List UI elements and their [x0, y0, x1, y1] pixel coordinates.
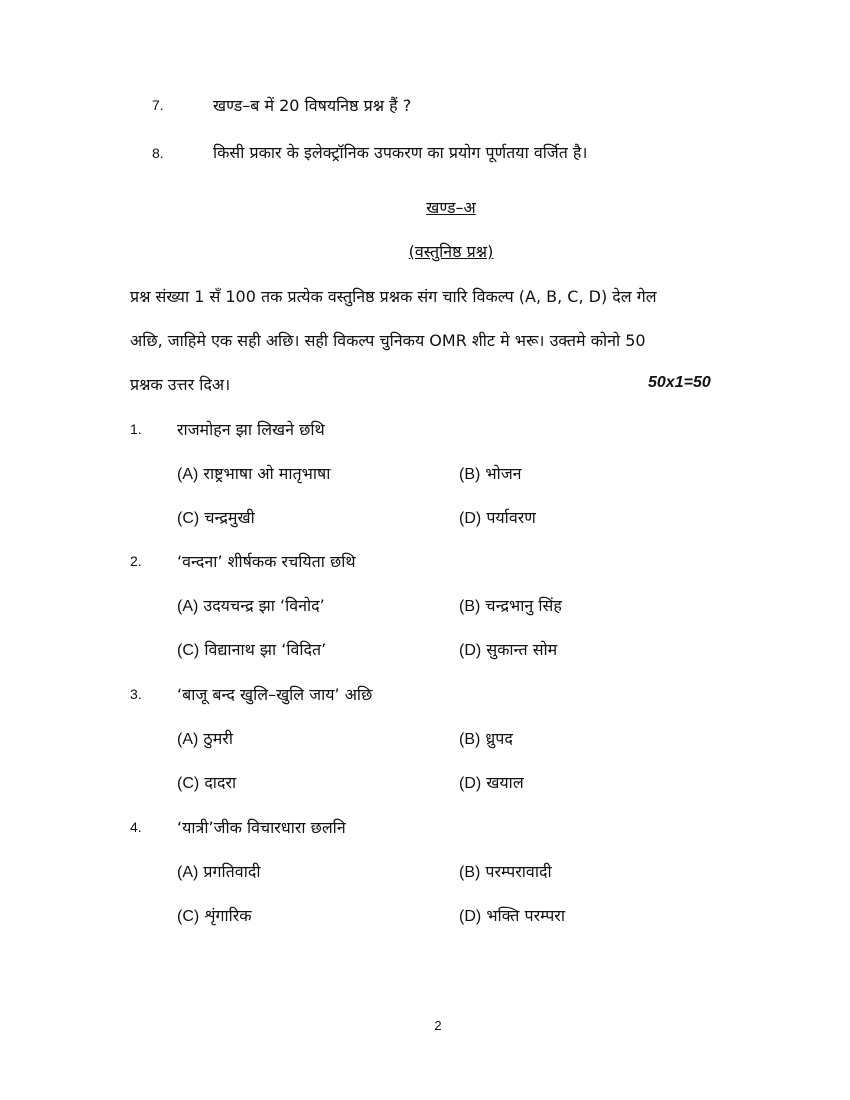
option-d: (D) खयाल [459, 773, 524, 792]
option-a: (A) राष्ट्रभाषा ओ मातृभाषा [177, 464, 331, 483]
question-number: 4. [130, 819, 142, 835]
section-subtitle: (वस्तुनिष्ठ प्रश्न) [408, 242, 494, 261]
option-a: (A) उदयचन्द्र झा ‘विनोद’ [177, 596, 325, 615]
option-a: (A) प्रगतिवादी [177, 862, 261, 881]
option-c: (C) शृंगारिक [177, 906, 252, 925]
question-text: ‘यात्री’जीक विचारधारा छलनि [177, 818, 346, 837]
marks-allocation: 50x1=50 [648, 374, 711, 391]
question-text: ‘वन्दना’ शीर्षकक रचयिता छथि [177, 552, 356, 571]
question-number: 1. [130, 421, 142, 437]
option-b: (B) ध्रुपद [459, 729, 513, 748]
instruction-text: खण्ड–ब में 20 विषयनिष्ठ प्रश्न हैं ? [213, 96, 412, 115]
question-text: ‘बाजू बन्द खुलि–खुलि जाय’ अछि [177, 685, 373, 704]
option-d: (D) सुकान्त सोम [459, 640, 558, 659]
option-b: (B) भोजन [459, 464, 522, 483]
section-intro-line: प्रश्न संख्या 1 सँ 100 तक प्रत्येक वस्तुनिष्ठ प्रश्नक संग चारि विकल्प (A, B, C, D) देल गेल [130, 287, 657, 306]
question-number: 2. [130, 553, 142, 569]
instruction-number: 8. [152, 145, 164, 161]
option-b: (B) परम्परावादी [459, 862, 552, 881]
instruction-number: 7. [152, 97, 164, 113]
option-d: (D) पर्यावरण [459, 508, 536, 527]
option-c: (C) चन्द्रमुखी [177, 508, 255, 527]
section-title: खण्ड–अ [426, 198, 476, 217]
option-a: (A) ठुमरी [177, 729, 233, 748]
section-intro-line: प्रश्नक उत्तर दिअ। [130, 375, 231, 394]
section-intro-line: अछि, जाहिमे एक सही अछि। सही विकल्प चुनिकय OMR शीट मे भरू। उक्तमे कोनो 50 [130, 331, 646, 350]
option-b: (B) चन्द्रभानु सिंह [459, 596, 562, 615]
option-d: (D) भक्ति परम्परा [459, 906, 565, 925]
option-c: (C) विद्यानाथ झा ‘विदित’ [177, 640, 327, 659]
option-c: (C) दादरा [177, 773, 237, 792]
question-text: राजमोहन झा लिखने छथि [177, 420, 325, 439]
page-number: 2 [434, 1018, 442, 1033]
question-number: 3. [130, 686, 142, 702]
instruction-text: किसी प्रकार के इलेक्ट्रॉनिक उपकरण का प्रयोग पूर्णतया वर्जित है। [213, 143, 588, 162]
